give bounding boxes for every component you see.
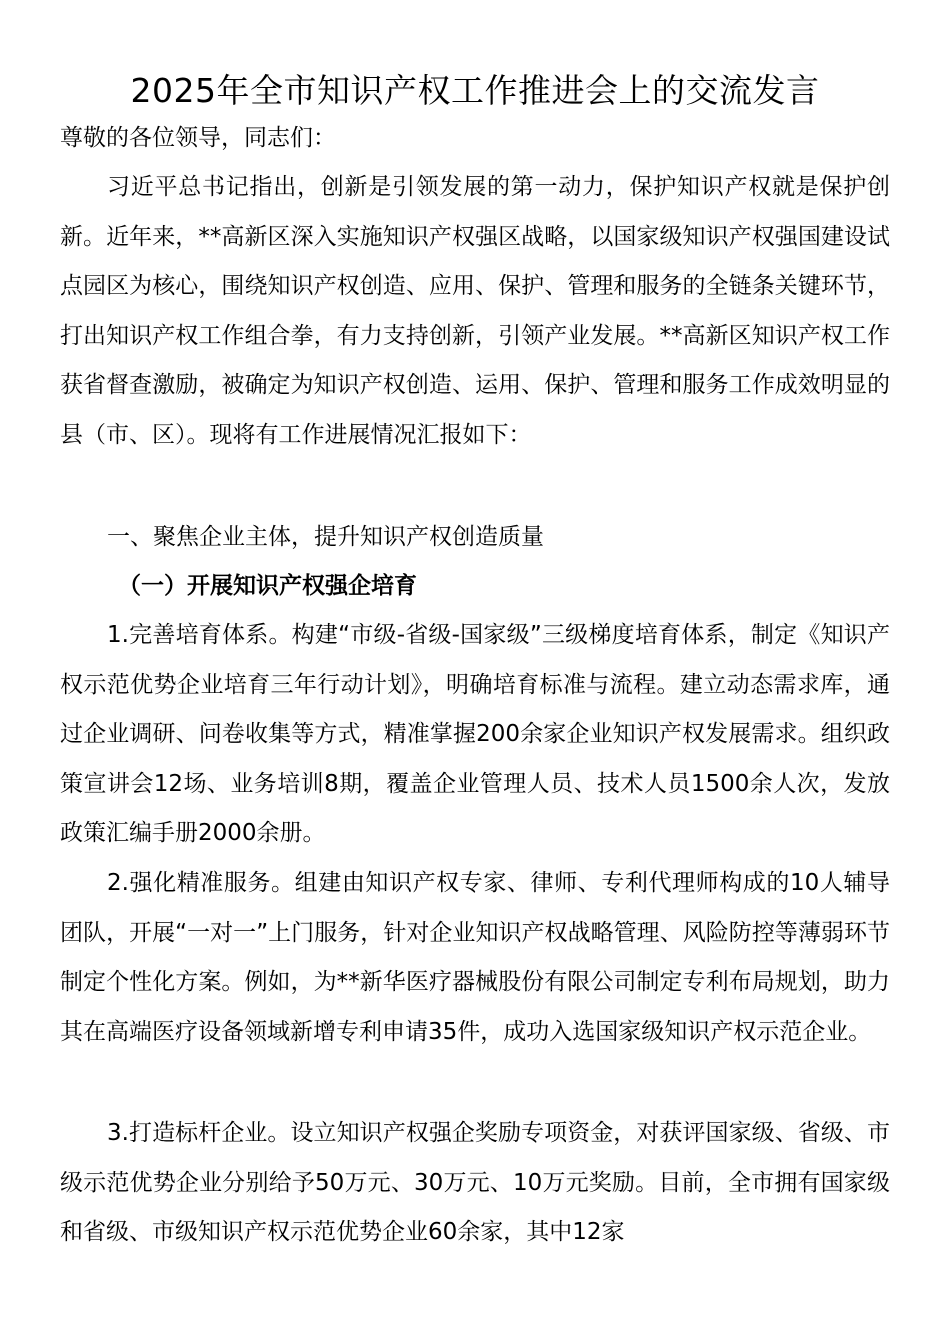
document-title: 2025年全市知识产权工作推进会上的交流发言: [130, 71, 820, 110]
salutation: 尊敬的各位领导，同志们：: [60, 125, 336, 151]
section-heading: 一、聚焦企业主体，提升知识产权创造质量: [107, 524, 544, 550]
item-3-paragraph: 3.打造标杆企业。设立知识产权强企奖励专项资金，对获评国家级、省级、市级示范优势企业分别给予50万元、30万元、10万元奖励。目前，全市拥有国家级和省级、市级知识产权示范优势企业60余家，其中12家: [60, 1120, 890, 1246]
item-1-paragraph: 1.完善培育体系。构建“市级-省级-国家级”三级梯度培育体系，制定《知识产权示范优势企业培育三年行动计划》，明确培育标准与流程。建立动态需求库，通过企业调研、问卷收集等方式，精准掌握200余家企业知识产权发展需求。组织政策宣讲会12场、业务培训8期，覆盖企业管理人员、技术人员1500余人次，发放政策汇编手册2000余册。: [60, 622, 890, 847]
subsection-heading: （一）开展知识产权强企培育: [118, 573, 417, 599]
item-2-paragraph: 2.强化精准服务。组建由知识产权专家、律师、专利代理师构成的10人辅导团队，开展“一对一”上门服务，针对企业知识产权战略管理、风险防控等薄弱环节制定个性化方案。例如，为**新华医疗器械股份有限公司制定专利布局规划，助力其在高端医疗设备领域新增专利申请35件，成功入选国家级知识产权示范企业。: [60, 870, 890, 1045]
intro-paragraph: 习近平总书记指出，创新是引领发展的第一动力，保护知识产权就是保护创新。近年来，**高新区深入实施知识产权强区战略，以国家级知识产权强国建设试点园区为核心，围绕知识产权创造、应用、保护、管理和服务的全链条关键环节，打出知识产权工作组合拳，有力支持创新，引领产业发展。**高新区知识产权工作获省督查激励，被确定为知识产权创造、运用、保护、管理和服务工作成效明显的县（市、区）。现将有工作进展情况汇报如下：: [60, 174, 890, 448]
